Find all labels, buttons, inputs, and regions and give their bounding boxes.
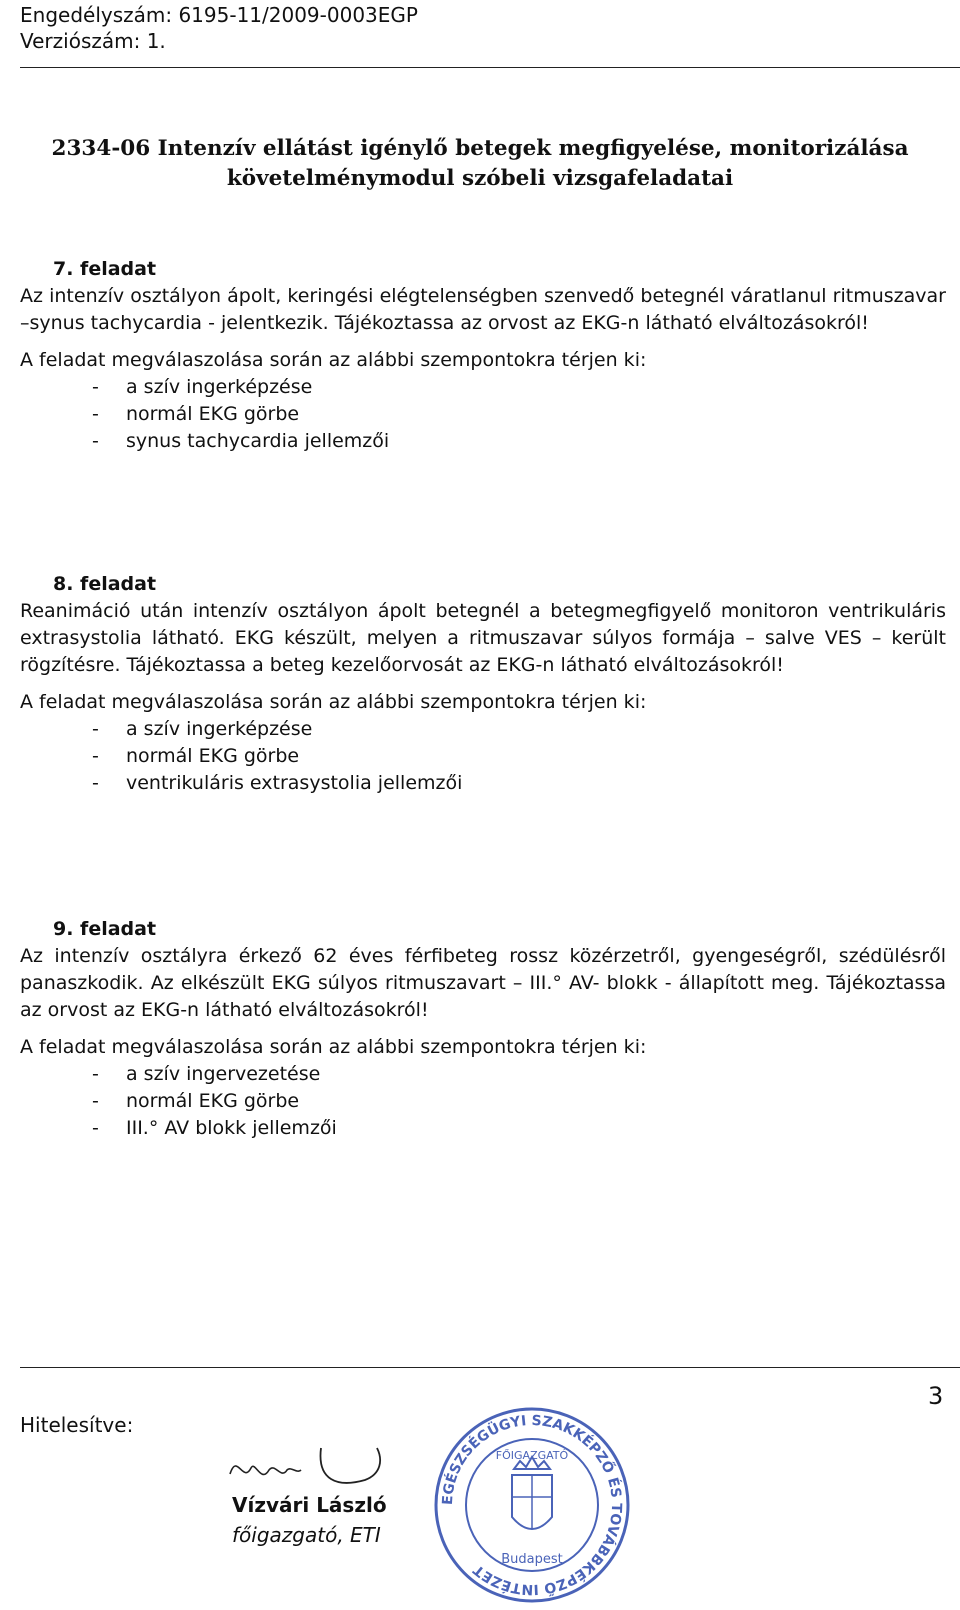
signer-title: főigazgató, ETI (232, 1523, 381, 1547)
task-intro: A feladat megválaszolása során az alábbi szempontokra térjen ki: (20, 349, 647, 371)
list-item: - normál EKG görbe (20, 401, 946, 428)
list-item: - a szív ingerképzése (20, 716, 946, 743)
document-title (0, 134, 960, 194)
official-stamp (432, 1405, 632, 1605)
list-item: - ventrikuláris extrasystolia jellemzői (20, 770, 946, 797)
task-8 (20, 571, 946, 797)
list-item: - III.° AV blokk jellemzői (20, 1115, 946, 1142)
license-number: Engedélyszám: 6195-11/2009-0003EGP (20, 3, 418, 27)
task-points (20, 716, 946, 797)
task-description: Az intenzív osztályon ápolt, keringési elégtelenségben szenvedő betegnél váratlanul ritmuszavar –synus tachycardia - jelentkezik. Tájékoztassa az orvost az EKG-n látható elváltozásokról! (20, 285, 946, 334)
list-item: - normál EKG görbe (20, 743, 946, 770)
task-intro: A feladat megválaszolása során az alábbi szempontokra térjen ki: (20, 691, 647, 713)
list-item: - synus tachycardia jellemzői (20, 428, 946, 455)
task-points (20, 374, 946, 455)
list-item: - a szív ingerképzése (20, 374, 946, 401)
stamp-city: Budapest (501, 1552, 563, 1567)
task-description: Az intenzív osztályra érkező 62 éves férfibeteg rossz közérzetről, gyengeségről, szédülésről panaszkodik. Az elkészült EKG súlyos ritmuszavart – III.° AV- blokk - állapított meg. Tájékoztassa az orvost az EKG-n látható elváltozásokról! (20, 945, 946, 1021)
stamp-ring-text: EGÉSZSÉGÜGYI SZAKKÉPZŐ ÉS TOVÁBBKÉPZŐ INTÉZET (439, 1412, 625, 1598)
title-line-1: 2334-06 Intenzív ellátást igénylő betegek megfigyelése, monitorizálása (51, 136, 909, 161)
list-item: - a szív ingervezetése (20, 1061, 946, 1088)
version-number: Verziószám: 1. (20, 29, 166, 53)
document-header (20, 2, 418, 54)
task-intro: A feladat megválaszolása során az alábbi szempontokra térjen ki: (20, 1036, 647, 1058)
stamp-inner-text: FŐIGAZGATÓ (495, 1449, 569, 1462)
task-description: Reanimáció után intenzív osztályon ápolt betegnél a betegmegfigyelő monitoron ventrikuláris extrasystolia látható. EKG készült, melyen a ritmuszavar súlyos formája – salve VES – került rögzítésre. Tájékoztassa a beteg kezelőorvosát az EKG-n látható elváltozásokról! (20, 600, 946, 676)
certified-label: Hitelesítve: (20, 1413, 134, 1437)
header-divider (20, 67, 960, 68)
task-9 (20, 916, 946, 1142)
footer-divider (20, 1367, 960, 1368)
list-item: - normál EKG görbe (20, 1088, 946, 1115)
task-points (20, 1061, 946, 1142)
signer-name: Vízvári László (232, 1493, 387, 1517)
task-heading: 7. feladat (53, 258, 157, 280)
handwritten-signature (225, 1440, 395, 1496)
page-number: 3 (928, 1382, 944, 1410)
task-7 (20, 256, 946, 455)
task-heading: 8. feladat (53, 573, 157, 595)
task-heading: 9. feladat (53, 918, 157, 940)
signer-block (232, 1490, 387, 1550)
title-line-2: követelménymodul szóbeli vizsgafeladatai (226, 166, 734, 191)
